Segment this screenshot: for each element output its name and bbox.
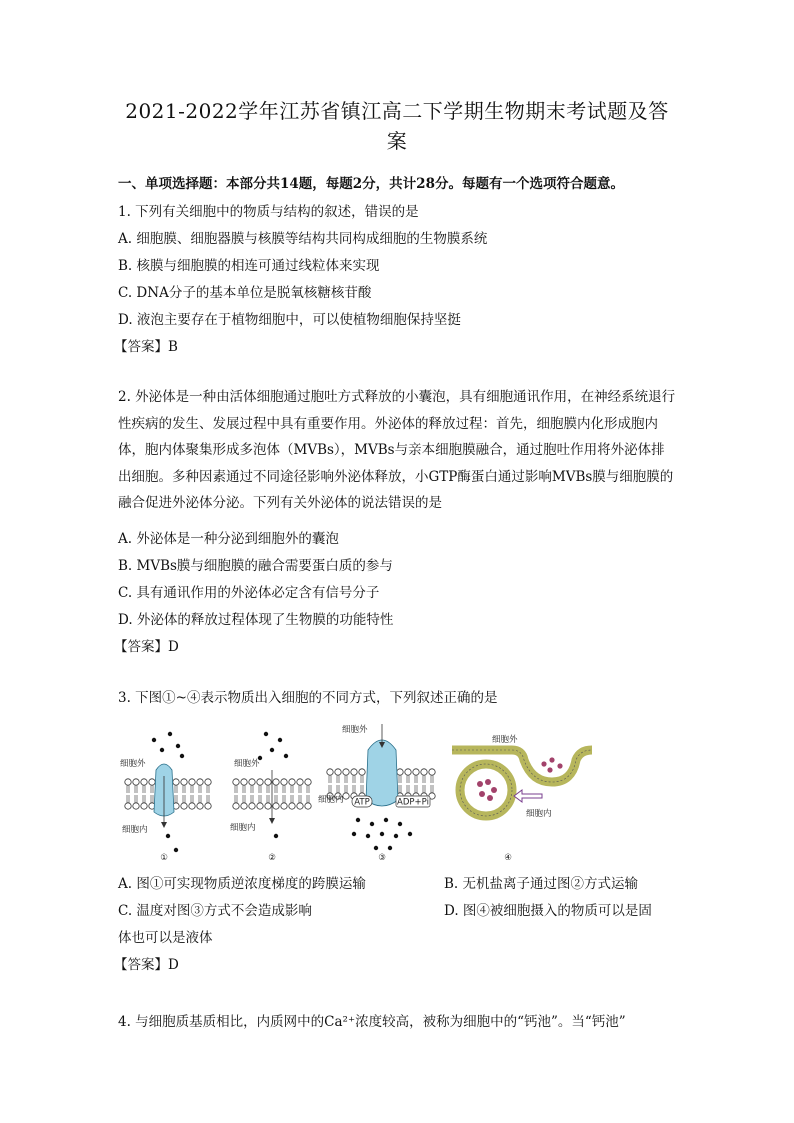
q3-option-d-cont: 体也可以是液体 (118, 930, 213, 946)
q1-stem: 1. 下列有关细胞中的物质与结构的叙述，错误的是 (118, 204, 419, 220)
pump-protein-icon (366, 740, 398, 806)
q1-answer: 【答案】B (114, 339, 178, 355)
q2-stem: 2. 外泌体是一种由活体细胞通过胞吐方式释放的小囊泡，具有细胞通讯作用，在神经系统退行性疾病的发生、发展过程中具有重要作用。外泌体的释放过程：首先，细胞膜内化形成胞内体，胞内体聚集形成多泡体（MVBs），MVBs与亲本细胞膜融合，通过胞吐作用将外泌体排出细胞。多种因素通过不同途径影响外泌体释放，小GTP酶蛋白通过影响MVBs膜与细胞膜的融合促进外泌体分泌。下列有关外泌体的说法错误的是 (118, 389, 676, 511)
q2-option-c: C. 具有通讯作用的外泌体必定含有信号分子 (118, 585, 380, 601)
panel4-inside-label: 细胞内 (526, 809, 552, 819)
q1-option-d: D. 液泡主要存在于植物细胞中，可以使植物细胞保持坚挺 (118, 312, 461, 328)
panel-2 (230, 732, 311, 863)
membrane-transport-figure (118, 720, 598, 868)
arrow-left-icon (514, 790, 542, 802)
panel-4 (452, 734, 592, 863)
adp-label: ADP+Pi (397, 797, 429, 808)
q2-answer: 【答案】D (114, 639, 179, 655)
q1-option-b: B. 核膜与细胞膜的相连可通过线粒体来实现 (118, 258, 380, 274)
q3-stem: 3. 下图①~④表示物质出入细胞的不同方式，下列叙述正确的是 (118, 690, 498, 706)
q3-option-d: D. 图④被细胞摄入的物质可以是固 (444, 903, 652, 919)
section-heading: 一、单项选择题：本部分共14题，每题2分，共计28分。每题有一个选项符合题意。 (118, 176, 624, 192)
q3-option-b: B. 无机盐离子通过图②方式运输 (444, 876, 639, 892)
panel4-outside-label: 细胞外 (492, 735, 518, 745)
panel3-marker: ③ (378, 853, 386, 863)
panel3-outside-label: 细胞外 (342, 725, 368, 735)
panel-3 (318, 724, 435, 863)
panel1-inside-label: 细胞内 (122, 825, 148, 835)
panel2-marker: ② (268, 853, 276, 863)
document-title (110, 96, 684, 156)
panel2-outside-label: 细胞外 (234, 759, 260, 769)
q2-option-d: D. 外泌体的释放过程体现了生物膜的功能特性 (118, 612, 394, 628)
q1-option-a: A. 细胞膜、细胞器膜与核膜等结构共同构成细胞的生物膜系统 (118, 231, 488, 247)
q1-option-c: C. DNA分子的基本单位是脱氧核糖核苷酸 (118, 285, 372, 301)
panel3-inside-label: 细胞内 (318, 795, 344, 805)
title-line-1: 2021-2022学年江苏省镇江高二下学期生物期末考试题及答 (125, 99, 669, 123)
title-line-2: 案 (386, 129, 408, 153)
panel4-marker: ④ (504, 853, 512, 863)
q3-option-a: A. 图①可实现物质逆浓度梯度的跨膜运输 (118, 876, 366, 892)
panel1-outside-label: 细胞外 (120, 759, 146, 769)
panel2-inside-label: 细胞内 (230, 823, 256, 833)
q4-stem: 4. 与细胞质基质相比，内质网中的Ca²⁺浓度较高，被称为细胞中的“钙池”。当“钙池” (118, 1014, 626, 1030)
atp-label: ATP (354, 797, 370, 808)
q3-option-c: C. 温度对图③方式不会造成影响 (118, 903, 312, 919)
panel1-marker: ① (160, 853, 168, 863)
q2-option-b: B. MVBs膜与细胞膜的融合需要蛋白质的参与 (118, 558, 393, 574)
q2-option-a: A. 外泌体是一种分泌到细胞外的囊泡 (118, 531, 339, 547)
q3-answer: 【答案】D (114, 957, 179, 973)
panel-1 (120, 732, 211, 863)
